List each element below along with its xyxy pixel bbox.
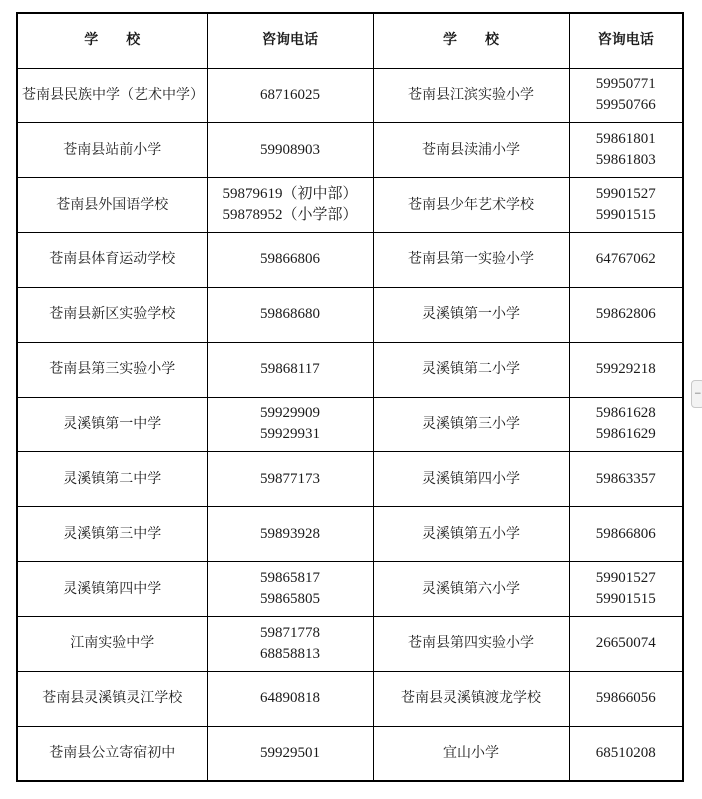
phone-cell-left [207, 287, 373, 342]
school-cell-left [17, 342, 207, 397]
table-row [17, 671, 683, 726]
school-name: 苍南县第四实验小学 [408, 635, 534, 652]
phone-cell-right [569, 397, 683, 452]
school-name: 苍南县民族中学（艺术中学） [22, 86, 204, 103]
school-contact-table [16, 12, 684, 782]
school-cell-left [17, 178, 207, 233]
phone-cell-left [207, 562, 373, 617]
school-cell-left [17, 452, 207, 507]
school-cell-right [373, 452, 569, 507]
phone-cell-right [569, 562, 683, 617]
school-name: 灵溪镇第一中学 [63, 415, 162, 432]
phone-cell-right [569, 616, 683, 671]
phone-cell-right [569, 123, 683, 178]
school-cell-right [373, 507, 569, 562]
phone-number: 59901527 [595, 186, 656, 203]
school-name: 苍南县渎浦小学 [422, 141, 520, 158]
phone-number: 59861629 [595, 426, 656, 443]
school-name: 灵溪镇第四中学 [63, 580, 162, 597]
header-phone-right: 咨询电话 [569, 13, 683, 68]
school-name: 苍南县少年艺术学校 [408, 196, 534, 213]
school-cell-right [373, 68, 569, 123]
school-name: 苍南县灵溪镇灵江学校 [42, 690, 183, 707]
school-cell-right [373, 397, 569, 452]
table-row [17, 178, 683, 233]
phone-cell-right [569, 233, 683, 288]
phone-number: 59863357 [595, 470, 656, 487]
phone-number: 59866806 [260, 251, 320, 268]
phone-cell-left [207, 178, 373, 233]
school-cell-left [17, 671, 207, 726]
school-cell-right [373, 342, 569, 397]
table-row [17, 342, 683, 397]
table-row [17, 452, 683, 507]
school-cell-right [373, 233, 569, 288]
phone-number: 59865805 [260, 591, 320, 608]
phone-number: 59901515 [595, 591, 656, 608]
phone-number: 68716025 [260, 86, 320, 103]
school-cell-left [17, 397, 207, 452]
phone-number: 59866806 [595, 525, 656, 542]
table-row [17, 287, 683, 342]
school-cell-right [373, 123, 569, 178]
school-cell-left [17, 68, 207, 123]
header-phone-left: 咨询电话 [207, 13, 373, 68]
school-cell-left [17, 123, 207, 178]
school-name: 宜山小学 [443, 744, 499, 761]
phone-number: 59929501 [260, 744, 320, 761]
table-row [17, 616, 683, 671]
school-name: 灵溪镇第二小学 [422, 361, 520, 378]
school-name: 苍南县新区实验学校 [49, 306, 176, 323]
phone-cell-left [207, 452, 373, 507]
collapse-icon: − [694, 389, 702, 399]
school-cell-left [17, 562, 207, 617]
table-row [17, 233, 683, 288]
phone-number: 59950766 [595, 97, 656, 114]
school-name: 苍南县第一实验小学 [408, 251, 534, 268]
school-cell-right [373, 178, 569, 233]
school-name: 苍南县外国语学校 [56, 196, 169, 213]
phone-number: 59861803 [595, 152, 656, 169]
phone-number: 59862806 [595, 306, 656, 323]
school-cell-left [17, 233, 207, 288]
phone-number: 26650074 [595, 635, 656, 652]
phone-cell-left [207, 342, 373, 397]
school-name: 灵溪镇第一小学 [422, 306, 520, 323]
phone-cell-left [207, 726, 373, 781]
school-cell-right [373, 616, 569, 671]
school-name: 灵溪镇第五小学 [422, 525, 520, 542]
header-school-right: 学 校 [373, 13, 569, 68]
table-row [17, 68, 683, 123]
phone-cell-right [569, 342, 683, 397]
school-name: 灵溪镇第三小学 [422, 415, 520, 432]
phone-cell-left [207, 68, 373, 123]
phone-cell-left [207, 616, 373, 671]
phone-number: 59901527 [595, 570, 656, 587]
school-name: 苍南县灵溪镇渡龙学校 [401, 690, 541, 707]
phone-number: 59929931 [260, 426, 320, 443]
school-name: 灵溪镇第四小学 [422, 470, 520, 487]
school-cell-right [373, 562, 569, 617]
phone-number: 59868680 [260, 306, 320, 323]
phone-cell-right [569, 507, 683, 562]
phone-cell-right [569, 178, 683, 233]
phone-number: 68858813 [260, 645, 320, 662]
school-cell-left [17, 726, 207, 781]
side-collapse-handle[interactable] [691, 380, 702, 408]
table-row [17, 562, 683, 617]
school-cell-right [373, 671, 569, 726]
school-cell-right [373, 287, 569, 342]
phone-number: 59861801 [595, 131, 656, 148]
table-row [17, 726, 683, 781]
phone-cell-right [569, 68, 683, 123]
phone-number: 59929218 [595, 361, 656, 378]
phone-number: 59929909 [260, 405, 320, 422]
phone-cell-left [207, 233, 373, 288]
table-row [17, 397, 683, 452]
phone-number: 59908903 [260, 141, 320, 158]
school-name: 苍南县江滨实验小学 [408, 86, 534, 103]
phone-number: 59879619（初中部） [222, 186, 358, 203]
phone-number: 59877173 [260, 470, 320, 487]
phone-number: 59901515 [595, 207, 656, 224]
school-name: 灵溪镇第三中学 [63, 525, 162, 542]
school-name: 江南实验中学 [70, 635, 155, 652]
phone-cell-left [207, 507, 373, 562]
phone-number: 59861628 [595, 405, 656, 422]
phone-number: 59866056 [595, 690, 656, 707]
school-cell-left [17, 507, 207, 562]
school-name: 灵溪镇第二中学 [63, 470, 162, 487]
phone-cell-right [569, 452, 683, 507]
school-cell-left [17, 616, 207, 671]
header-row [17, 13, 683, 68]
table-body [17, 68, 683, 781]
phone-number: 59878952（小学部） [222, 207, 358, 224]
phone-number: 68510208 [595, 744, 656, 761]
phone-cell-left [207, 123, 373, 178]
phone-number: 59868117 [260, 361, 320, 378]
phone-cell-left [207, 397, 373, 452]
phone-number: 59871778 [260, 624, 320, 641]
school-cell-right [373, 726, 569, 781]
phone-cell-left [207, 671, 373, 726]
table-row [17, 507, 683, 562]
school-cell-left [17, 287, 207, 342]
phone-cell-right [569, 287, 683, 342]
phone-number: 59950771 [595, 76, 656, 93]
table-row [17, 123, 683, 178]
school-name: 苍南县体育运动学校 [49, 251, 176, 268]
phone-number: 59865817 [260, 570, 320, 587]
phone-number: 64890818 [260, 690, 320, 707]
header-school-left: 学 校 [17, 13, 207, 68]
school-name: 苍南县公立寄宿初中 [49, 744, 176, 761]
phone-number: 59893928 [260, 525, 320, 542]
school-name: 苍南县第三实验小学 [49, 361, 176, 378]
school-name: 灵溪镇第六小学 [422, 580, 520, 597]
phone-cell-right [569, 726, 683, 781]
school-name: 苍南县站前小学 [63, 141, 162, 158]
phone-cell-right [569, 671, 683, 726]
phone-number: 64767062 [595, 251, 656, 268]
